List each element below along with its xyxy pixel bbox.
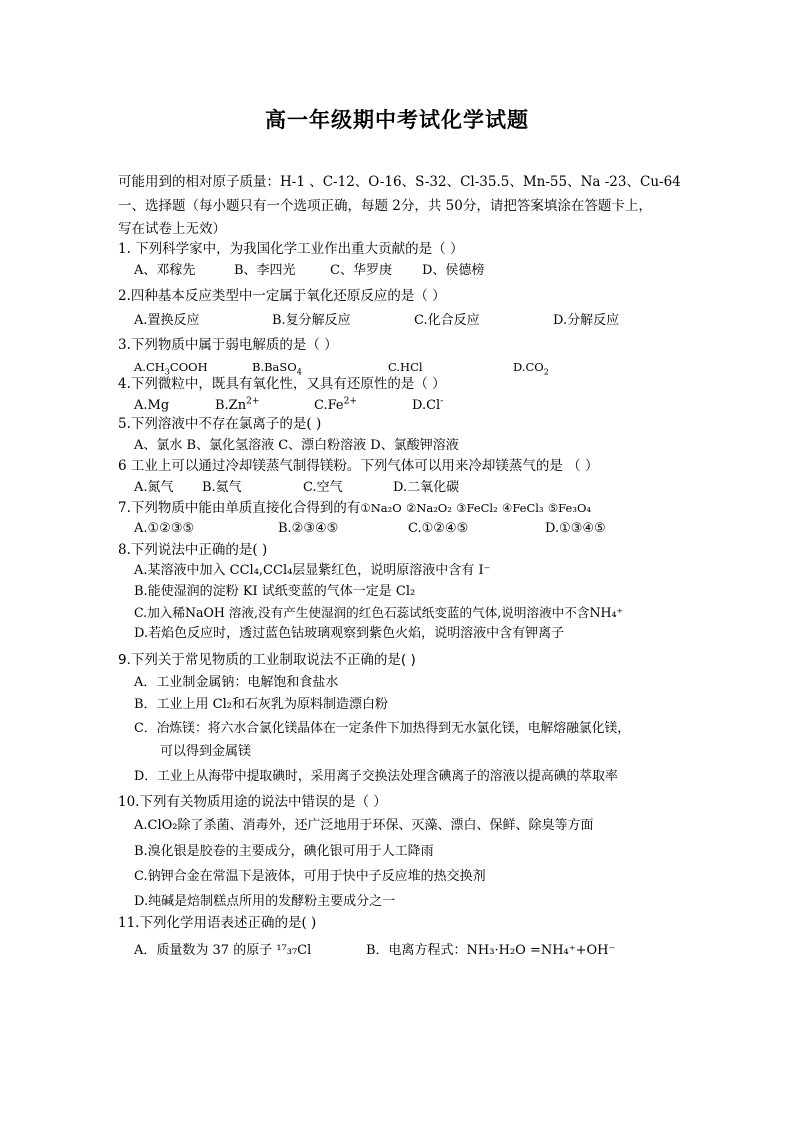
question-7-stem: 7.下列物质中能由单质直接化合得到的有①Na₂O ②Na₂O₂ ③FeCl₂ ④FeCl₃ ⑤Fe₃O₄: [118, 500, 591, 516]
question-10-stem: 10.下列有关物质用途的说法中错误的是（ ）: [118, 794, 387, 810]
question-8-option-a: A.某溶液中加入 CCl₄,CCl₄层显紫红色，说明原溶液中含有 I⁻: [134, 563, 491, 578]
question-7-option-b: B.②③④⑤: [278, 521, 339, 536]
question-8-option-d: D.若焰色反应时，透过蓝色钴玻璃观察到紫色火焰，说明溶液中含有钾离子: [134, 626, 565, 641]
section-instructions-cont: 写在试卷上无效）: [118, 221, 226, 237]
question-2-option-b: B.复分解反应: [272, 313, 351, 328]
section-instructions: 一、选择题（每小题只有一个选项正确，每题 2分，共 50分，请把答案填涂在答题卡上，: [118, 198, 652, 214]
question-6-option-b: B.氦气: [202, 480, 242, 495]
question-8-option-c: C.加入稀NaOH 溶液,没有产生使湿润的红色石蕊试纸变蓝的气体,说明溶液中不含NH₄⁺: [134, 605, 624, 620]
question-2-stem: 2.四种基本反应类型中一定属于氧化还原反应的是（ ）: [118, 288, 446, 304]
question-2-option-d: D.分解反应: [553, 313, 620, 328]
question-9-option-b: B．工业上用 Cl₂和石灰乳为原料制造漂白粉: [134, 697, 389, 712]
question-5-stem: 5.下列溶液中不存在氯离子的是( ): [118, 416, 322, 432]
page-title: 高一年级期中考试化学试题: [265, 108, 529, 132]
question-7-item-5: ⑤Fe₃O₄: [547, 501, 591, 515]
question-3-option-b: B.BaSO$_4$: [252, 360, 302, 377]
question-9-option-c-cont: 可以得到金属镁: [160, 744, 252, 759]
question-7-item-3: ③FeCl₂: [456, 501, 498, 515]
question-1-option-c: C、华罗庚: [330, 263, 392, 278]
question-6-stem: 6 工业上可以通过冷却镁蒸气制得镁粉。下列气体可以用来冷却镁蒸气的是 （ ）: [118, 458, 599, 474]
question-8-option-b: B.能使湿润的淀粉 KI 试纸变蓝的气体一定是 Cl₂: [134, 584, 416, 599]
question-6-option-d: D.二氧化碳: [393, 480, 460, 495]
question-9-option-c: C．冶炼镁：将六水合氯化镁晶体在一定条件下加热得到无水氯化镁，电解熔融氯化镁，: [134, 721, 631, 736]
question-7-option-d: D.①③④⑤: [545, 521, 606, 536]
question-5-options: A、氯水 B、氯化氢溶液 C、漂白粉溶液 D、氯酸钾溶液: [134, 438, 459, 453]
question-4-option-a: A.Mg: [134, 398, 170, 413]
question-9-option-a: A．工业制金属钠：电解饱和食盐水: [134, 675, 339, 690]
question-10-option-a: A.ClO₂除了杀菌、消毒外，还广泛地用于环保、灭藻、漂白、保鲜、除臭等方面: [134, 818, 594, 833]
question-11-stem: 11.下列化学用语表述正确的是( ): [118, 915, 317, 931]
question-7-item-1: ①Na₂O: [360, 501, 402, 515]
question-1-stem: 1. 下列科学家中，为我国化学工业作出重大贡献的是（ ）: [118, 241, 464, 257]
question-7-item-2: ②Na₂O₂: [405, 501, 452, 515]
question-7-option-c: C.①②④⑤: [408, 521, 469, 536]
question-7-option-a: A.①②③⑤: [134, 521, 195, 536]
question-2-option-c: C.化合反应: [414, 313, 480, 328]
question-10-option-c: C.钠钾合金在常温下是液体，可用于快中子反应堆的热交换剂: [134, 869, 486, 884]
question-9-stem: 9.下列关于常见物质的工业制取说法不正确的是( ): [118, 652, 416, 668]
question-3-option-a: $A.CH_3COOH$: [134, 360, 208, 377]
question-1-option-d: D、侯德榜: [422, 263, 485, 278]
question-4-stem: 4.下列微粒中，既具有氧化性，又具有还原性的是（ ）: [118, 376, 446, 392]
question-2-option-a: A.置换反应: [134, 313, 200, 328]
question-9-option-d: D．工业上从海带中提取碘时，采用离子交换法处理含碘离子的溶液以提高碘的萃取率: [134, 769, 618, 784]
question-1-option-b: B、李四光: [234, 263, 296, 278]
question-10-option-b: B.溴化银是胶卷的主要成分，碘化银可用于人工降雨: [134, 844, 434, 859]
question-1-option-a: A、邓稼先: [134, 263, 196, 278]
question-10-option-d: D.纯碱是焙制糕点所用的发酵粉主要成分之一: [134, 894, 396, 909]
question-4-option-c: $C.Fe^{2+}$: [314, 396, 358, 413]
question-6-option-a: A.氮气: [134, 480, 174, 495]
question-11-option-b: B．电离方程式：NH₃·H₂O =NH₄⁺+OH⁻: [366, 943, 616, 958]
question-3-option-c: C.HCl: [388, 360, 423, 374]
question-4-option-b: $B.Zn^{2+}$: [215, 396, 260, 413]
question-11-option-a: A．质量数为 37 的原子 ¹⁷₃₇Cl: [134, 943, 312, 958]
atomic-masses-note: 可能用到的相对原子质量：H-1 、C-12、O-16、S-32、Cl-35.5、Mn-55、Na -23、Cu-64: [118, 174, 681, 190]
question-3-option-d: $D.CO_2$: [513, 360, 549, 377]
question-3-stem: 3.下列物质中属于弱电解质的是（ ）: [118, 337, 338, 353]
question-6-option-c: C.空气: [303, 480, 343, 495]
question-4-option-d: D.Cl-: [412, 396, 444, 413]
question-7-item-4: ④FeCl₃: [502, 501, 544, 515]
question-8-stem: 8.下列说法中正确的是( ): [118, 542, 268, 558]
